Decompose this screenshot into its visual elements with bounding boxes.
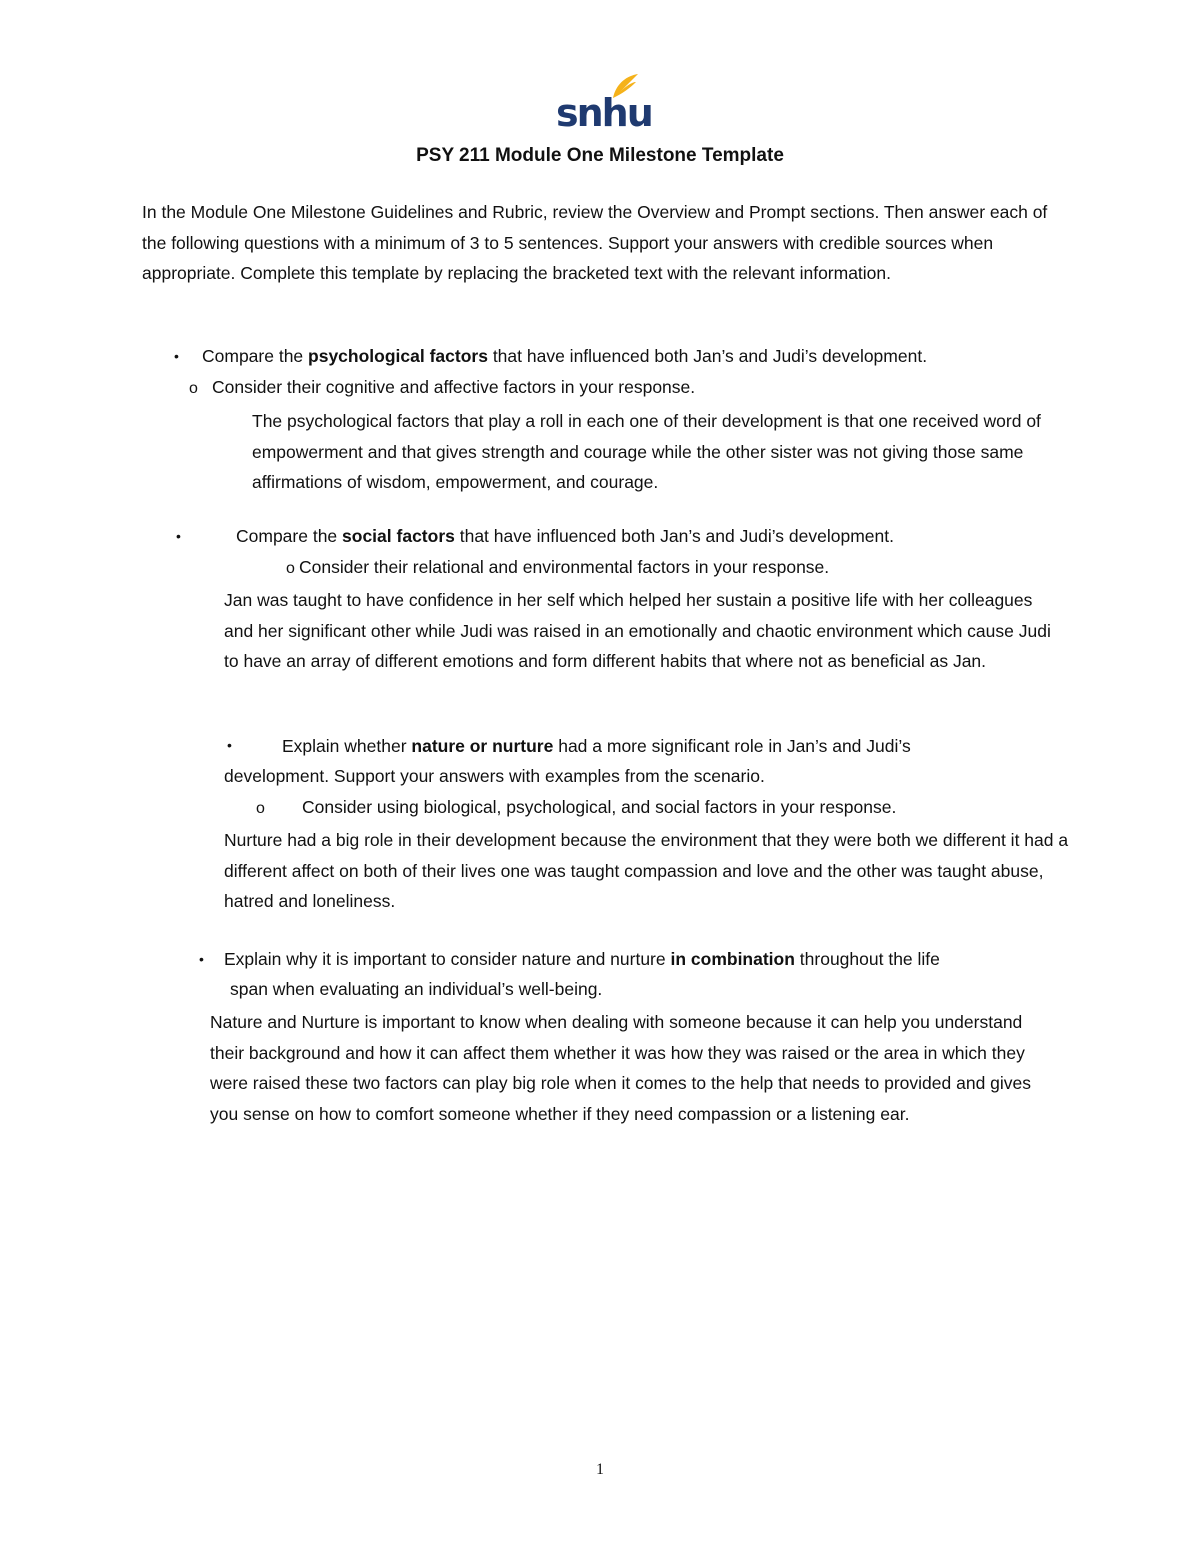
bullet-marker: • xyxy=(174,348,179,364)
flame-leaf-icon xyxy=(610,72,640,100)
document-title: PSY 211 Module One Milestone Template xyxy=(416,145,784,166)
q1-sub-prompt: Consider their cognitive and affective factors in your response. xyxy=(212,377,696,397)
q4-prompt-line2: span when evaluating an individual’s well-being. xyxy=(230,979,603,999)
q3-prompt-line2: development. Support your answers with examples from the scenario. xyxy=(224,766,765,786)
intro-paragraph: In the Module One Milestone Guidelines and Rubric, review the Overview and Prompt sections. Then answer each of the following questions with a minimum of 3 to 5 sentences. Support your answers with credible sources when appropriate. Complete this template by replacing the bracketed text with the relevant information. xyxy=(142,202,1048,283)
q3-sub-prompt: Consider using biological, psychological, and social factors in your response. xyxy=(302,797,897,817)
q3-prompt: Explain whether nature or nurture had a more significant role in Jan’s and Judi’s xyxy=(282,736,911,756)
q3-answer: Nurture had a big role in their development because the environment that they were both we different it had a different affect on both of their lives one was taught compassion and love and the other was taught abuse, hatred and loneliness. xyxy=(224,830,1069,911)
q1-answer: The psychological factors that play a roll in each one of their development is that one received word of empowerment and that gives strength and courage while the other sister was not giving those same affirmations of wisdom, empowerment, and courage. xyxy=(252,411,1041,492)
q1-prompt: Compare the psychological factors that have influenced both Jan’s and Judi’s development. xyxy=(202,346,928,366)
sub-bullet-marker: o xyxy=(256,800,265,817)
q4-prompt: Explain why it is important to consider nature and nurture in combination throughout the life xyxy=(224,949,940,969)
q2-answer: Jan was taught to have confidence in her self which helped her sustain a positive life with her colleagues and her significant other while Judi was raised in an emotionally and chaotic environment which cause Judi to have an array of different emotions and form different habits that where not as beneficial as Jan. xyxy=(224,590,1051,671)
q4-answer: Nature and Nurture is important to know when dealing with someone because it can help you understand their background and how it can affect them whether it was how they was raised or the area in which they were raised these two factors can play big role when it comes to the help that needs to provided and gives you sense on how to comfort someone whether if they need compassion or a listening ear. xyxy=(210,1012,1032,1124)
bullet-marker: • xyxy=(199,951,204,967)
snhu-logo xyxy=(556,72,652,135)
page-number: 1 xyxy=(596,1461,604,1478)
q2-prompt: Compare the social factors that have influenced both Jan’s and Judi’s development. xyxy=(236,526,894,546)
q2-sub-prompt: Consider their relational and environmental factors in your response. xyxy=(299,557,830,577)
sub-bullet-marker: o xyxy=(189,380,198,397)
bullet-marker: • xyxy=(176,528,181,544)
sub-bullet-marker: o xyxy=(286,560,295,577)
bullet-marker: • xyxy=(227,737,232,753)
logo-wordmark: snhu xyxy=(556,91,652,135)
